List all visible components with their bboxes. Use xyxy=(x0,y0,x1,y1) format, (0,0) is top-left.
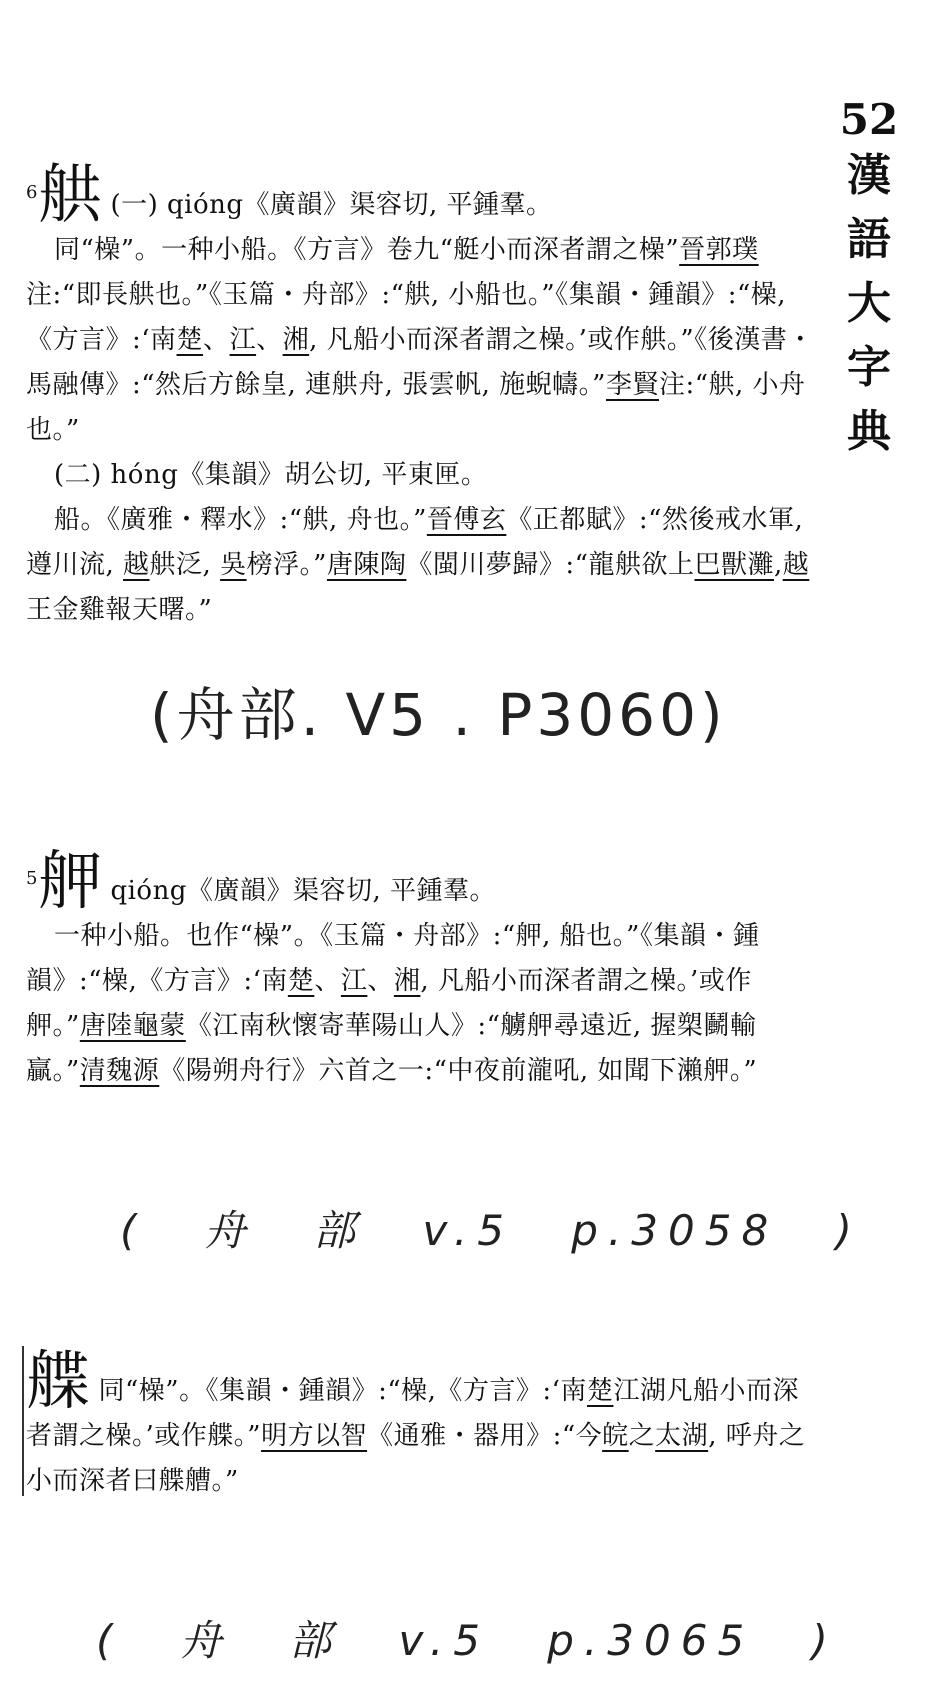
proper-name: 清魏源 xyxy=(79,1056,160,1086)
entry-3 xyxy=(26,1345,816,1504)
headword: 舼 xyxy=(37,159,103,233)
text: 、 xyxy=(256,325,283,355)
text: 、 xyxy=(203,325,230,355)
text: 《正都賦》:“然後戒水軍, 遵川流, xyxy=(26,505,804,580)
proper-name: 楚 xyxy=(586,1376,614,1406)
side-label-char: 語 xyxy=(847,214,891,265)
text: 同“橾”。一种小船。《方言》卷九“艇小而深者謂之橾” xyxy=(54,235,680,265)
entry-2 xyxy=(26,845,816,1094)
headword: 艓 xyxy=(26,1345,91,1419)
proper-name: 吳 xyxy=(220,550,247,580)
definition-paragraph xyxy=(26,498,816,633)
handwritten-reference: ( 舟 部 v.5 p.3065 ) xyxy=(96,1616,838,1665)
proper-name: 江 xyxy=(229,325,257,355)
text: 舼泛, xyxy=(149,550,221,580)
text: 之 xyxy=(628,1421,656,1451)
proper-name: 越 xyxy=(123,550,150,580)
text: 《閩川夢歸》:“龍舼欲上 xyxy=(406,550,695,580)
proper-name: 李賢 xyxy=(605,370,659,400)
text: 船。《廣雅・釋水》:“舼, 舟也。” xyxy=(54,505,427,535)
text: 《通雅・器用》:“今 xyxy=(367,1421,603,1451)
definition-paragraph xyxy=(26,914,816,1094)
entry-1 xyxy=(26,159,816,633)
proper-name: 楚 xyxy=(287,966,315,996)
proper-name: 晉郭璞 xyxy=(679,235,759,265)
pronunciation-2: (二) hóng《集韻》胡公切, 平東匣。 xyxy=(54,460,488,490)
proper-name: 楚 xyxy=(176,325,204,355)
text: 、 xyxy=(367,966,394,996)
proper-name: 湘 xyxy=(393,966,421,996)
margin-rule xyxy=(22,1346,24,1496)
proper-name: 巴獸灘 xyxy=(694,550,774,580)
proper-name: 唐陳陶 xyxy=(326,550,407,580)
proper-name: 越 xyxy=(782,550,810,580)
stroke-count: 5 xyxy=(26,868,38,889)
proper-name: 皖 xyxy=(602,1421,629,1451)
side-label-char: 漢 xyxy=(847,150,891,201)
text: 《江南秋懷寄華陽山人》:“艣舺尋遠近, 握槊鬭輸贏。” xyxy=(26,1011,757,1086)
handwritten-reference: ( 舟 部 v.5 p.3058 ) xyxy=(120,1206,862,1255)
side-label-char: 典 xyxy=(847,406,891,457)
text: 王金雞報天曙。” xyxy=(26,595,213,625)
proper-name: 晉傅玄 xyxy=(426,505,507,535)
proper-name: 湘 xyxy=(282,325,310,355)
handwritten-reference: (舟部. V5 . P3060) xyxy=(150,681,727,749)
definition-paragraph xyxy=(26,1345,816,1504)
pronunciation: (一) qióng《廣韻》渠容切, 平鍾羣。 xyxy=(110,190,553,220)
text: 注:“即長舼也。”《玉篇・舟部》:“舼, 小船也。”《集韻・鍾韻》:“橾,《方言》:‘南 xyxy=(26,280,787,355)
side-label-char: 字 xyxy=(847,342,891,393)
proper-name: 太湖 xyxy=(655,1421,709,1451)
definition-paragraph xyxy=(26,228,816,453)
proper-name: 明方以智 xyxy=(261,1421,368,1451)
text: , 凡船小而深者謂之橾。’或作舼。”《後漢書・馬融傳》:“然后方餘皇, 連舼舟, 張雲帆, 施蜺幬。” xyxy=(26,325,814,400)
pronunciation: qióng《廣韻》渠容切, 平鍾羣。 xyxy=(110,876,496,906)
side-label-char: 大 xyxy=(847,278,891,329)
dictionary-side-label xyxy=(834,96,904,464)
page-number: 52 xyxy=(839,95,899,144)
text: 一种小船。也作“橾”。《玉篇・舟部》:“舺, 船也。”《集韻・鍾韻》:“橾,《方言》:‘南 xyxy=(26,921,760,996)
text: 、 xyxy=(314,966,341,996)
text: , 呼舟之小而深者曰艓艚。” xyxy=(26,1421,806,1496)
headword: 舺 xyxy=(37,845,103,919)
entry-2-heading xyxy=(26,845,816,919)
proper-name: 唐陸龜蒙 xyxy=(79,1011,186,1041)
text: , 凡船小而深者謂之橾。’或作舺。” xyxy=(26,966,752,1041)
proper-name: 江 xyxy=(340,966,368,996)
text: 江湖凡船小而深者謂之橾。’或作艓。” xyxy=(26,1376,799,1451)
text: 《陽朔舟行》六首之一:“中夜前瀧吼, 如聞下瀨舺。” xyxy=(159,1056,758,1086)
stroke-count: 6 xyxy=(26,182,38,203)
entry-1-heading xyxy=(26,159,816,233)
text: , xyxy=(773,550,783,580)
text: 同“橾”。《集韻・鍾韻》:“橾,《方言》:‘南 xyxy=(98,1376,587,1406)
text: 榜浮。” xyxy=(246,550,327,580)
text: 注:“舼, 小舟也。” xyxy=(26,370,806,445)
